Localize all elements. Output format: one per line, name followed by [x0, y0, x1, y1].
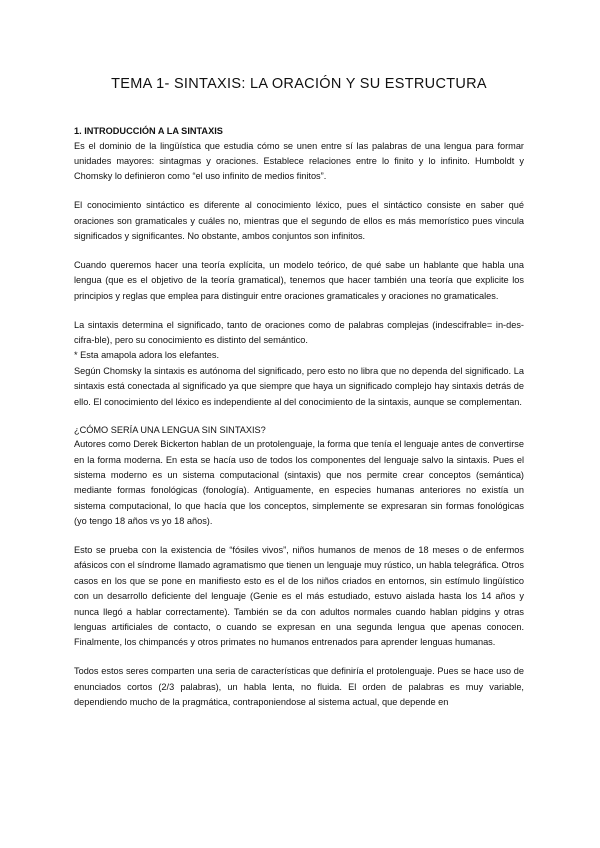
section-heading-lengua-sin-sintaxis: ¿CÓMO SERÍA UNA LENGUA SIN SINTAXIS? — [74, 424, 266, 435]
paragraph: Todos estos seres comparten una seria de características que definiría el protolenguaje. Pues se hace uso de enunciados cortos (2/3 palabras), un habla lenta, no fluida. El orden de palabras es muy variable, dependiendo mucho de la pragmática, contraponiendose al sistema actual, que depende en — [74, 666, 524, 708]
paragraph: La sintaxis determina el significado, tanto de oraciones como de palabras complejas (indescifrable= in-des-cifra-ble), pero su conocimiento es distinto del semántico. — [74, 319, 524, 346]
section-heading-introduccion: 1. INTRODUCCIÓN A LA SINTAXIS — [74, 126, 223, 136]
paragraph: Esto se prueba con la existencia de “fósiles vivos”, niños humanos de menos de 18 meses o de enfermos afásicos con el síndrome llamado agramatismo que tienen un lenguaje muy rústico, un habla telegráfica. Otros casos en los que se pone en manifiesto esto es el de los niños criados en entornos, sin estímulo lingüístico con un desarrollo deficiente del lenguaje (Genie es el más estudiado, estuvo aislada hasta los 14 años y nunca llegó a hablar correctamente). También se da con adultos normales cuando hablan pidgins y otras lenguas artificiales de contacto, o cuando se expresan en una segunda lengua que apenas conocen. Finalmente, los chimpancés y otros primates no humanos entrenados para aprender lenguas humanas. — [74, 545, 524, 648]
paragraph: Según Chomsky la sintaxis es autónoma del significado, pero esto no libra que no dependa del significado. La sintaxis está conectada al significado ya que siempre que haya un significado complejo hay sintaxis detrás de ello. El conocimiento del léxico es independiente al del conocimiento de la sintaxis, aunque se complementan. — [74, 365, 524, 407]
paragraph: Es el dominio de la lingüística que estudia cómo se unen entre sí las palabras de una lengua para formar unidades mayores: sintagmas y oraciones. Establece relaciones entre lo finito y lo infinito. Humboldt y Chomsky lo definieron como “el uso infinito de medios finitos”. — [74, 140, 524, 182]
document-title: TEMA 1- SINTAXIS: LA ORACIÓN Y SU ESTRUCTURA — [111, 76, 487, 92]
paragraph: El conocimiento sintáctico es diferente al conocimiento léxico, pues el sintáctico consiste en saber qué oraciones son gramaticales y cuáles no, mientras que el segundo de ellos es más memorístico pues vincula significados y significantes. No obstante, ambos conjuntos son infinitos. — [74, 200, 524, 242]
paragraph: Autores como Derek Bickerton hablan de un protolenguaje, la forma que tenía el lenguaje antes de convertirse en la forma moderna. En esta se hacía uso de todos los componentes del lenguaje salvo la sintaxis. Pues el sistema moderno es un sistema computacional (sintaxis) que nos permite crear conceptos (semántica) mediante formas fonológicas (fonología). Antiguamente, en especies humanas anteriores no existía un sistema computacional, lo que hacía que los conceptos, simplemente se expresaran sin formas fonológicas (yo tengo 18 años vs yo 18 años). — [74, 439, 524, 527]
example-sentence: * Esta amapola adora los elefantes. — [74, 350, 220, 361]
paragraph: Cuando queremos hacer una teoría explícita, un modelo teórico, de qué sabe un hablante que habla una lengua (que es el objetivo de la teoría gramatical), tenemos que hacer también una teoría que explicite los principios y reglas que emplea para distinguir entre oraciones gramaticales y oraciones no gramaticales. — [74, 259, 524, 301]
